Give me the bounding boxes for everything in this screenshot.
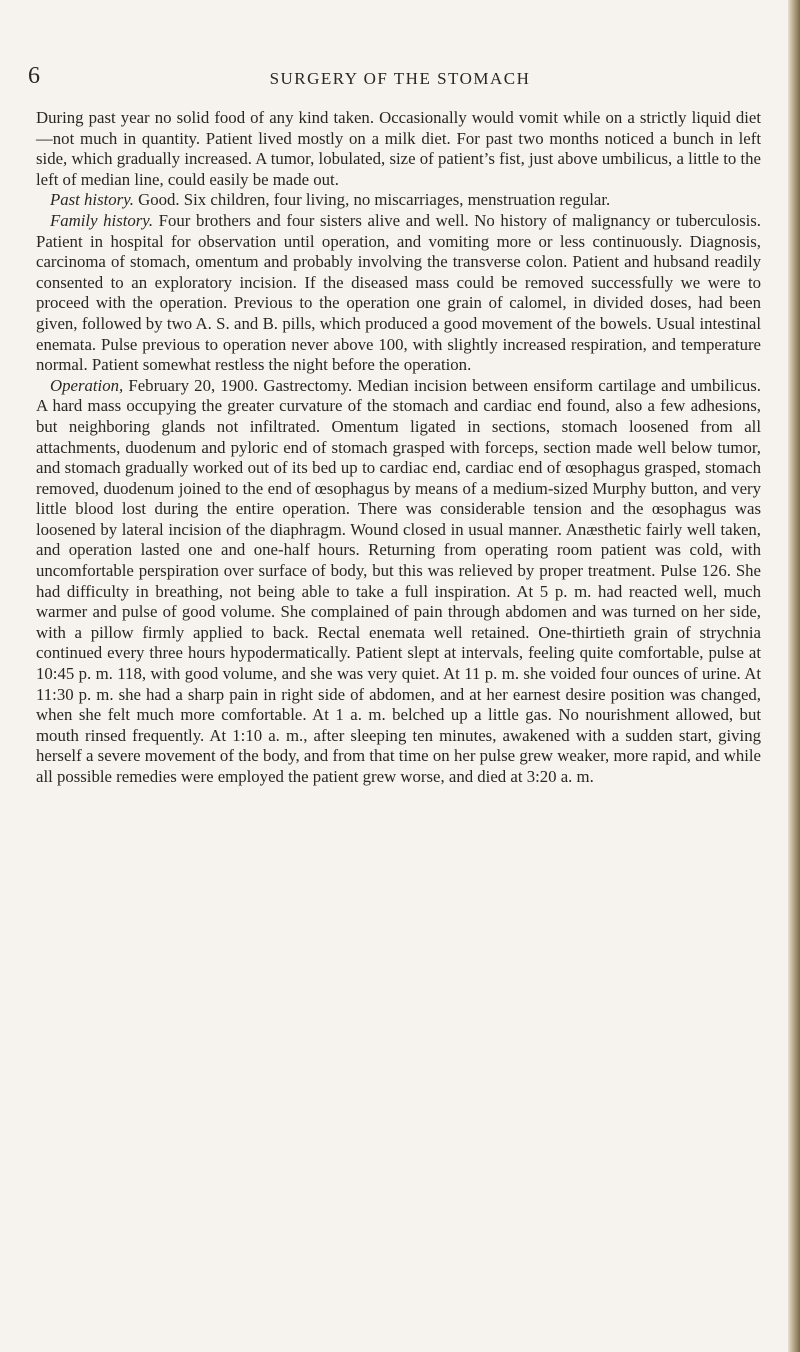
paragraph-symptoms <box>36 108 761 190</box>
page-number: 6 <box>28 63 40 89</box>
page-edge-shadow <box>788 0 800 1352</box>
body-text <box>36 108 761 788</box>
paragraph-operation <box>36 376 761 788</box>
paragraph-lead: Past history. <box>50 190 134 210</box>
paragraph-text: During past year no solid food of any kind taken. Occasionally would vomit while on a strictly liquid diet—not much in quantity. Patient lived mostly on a milk diet. For past two months noticed a bunch in left side, which gradually increased. A tumor, lobulated, size of patient’s fist, just above umbilicus, a little to the left of median line, could easily be made out. <box>36 108 761 189</box>
running-head: SURGERY OF THE STOMACH <box>269 69 531 88</box>
paragraph-text: Four brothers and four sisters alive and well. No history of malignancy or tuberculosis. Patient in hospital for observation until operation, and vomiting more or less continuously. Diagnosis, carcinoma of stomach, omentum and probably involving the transverse colon. Patient and hubsand readily consented to an exploratory incision. If the diseased mass could be removed successfully we were to proceed with the operation. Previous to the operation one grain of calomel, in divided doses, had been given, followed by two A. S. and B. pills, which produced a good movement of the bowels. Usual intestinal enemata. Pulse previous to operation never above 100, with slightly increased respiration, and temperature normal. Patient somewhat restless the night before the operation. <box>36 210 761 375</box>
paragraph-lead: Operation, <box>50 375 124 395</box>
paragraph-text: February 20, 1900. Gastrectomy. Median incision between ensiform cartilage and umbilicus. A hard mass occupying the greater curvature of the stomach and cardiac end found, also a few adhesions, but neighboring glands not infiltrated. Omentum ligated in sections, stomach loosened from all attachments, duodenum and pyloric end of stomach grasped with forceps, section made well below tumor, and stomach gradually worked out of its bed up to cardiac end, cardiac end of œsophagus grasped, stomach removed, duodenum joined to the end of œsophagus by means of a medium-sized Murphy button, and very little blood lost during the entire operation. There was considerable tension and the œsophagus was loosened by lateral incision of the diaphragm. Wound closed in usual manner. Anæsthetic fairly well taken, and operation lasted one and one-half hours. Returning from operating room patient was cold, with uncomfortable perspiration over surface of body, but this was relieved by proper treatment. Pulse 126. She had difficulty in breathing, not being able to take a full inspiration. At 5 p. m. had reacted well, much warmer and pulse of good volume. She complained of pain through abdomen and was turned on her side, with a pillow firmly applied to back. Rectal enemata well retained. One-thirtieth grain of strychnia continued every three hours hypodermatically. Patient slept at intervals, feeling quite comfortable, pulse at 10:45 p. m. 118, with good volume, and she was very quiet. At 11 p. m. she voided four ounces of urine. At 11:30 p. m. she had a sharp pain in right side of abdomen, and at her earnest desire position was changed, when she felt much more comfortable. At 1 a. m. belched up a little gas. No nourishment allowed, but mouth rinsed frequently. At 1:10 a. m., after sleeping ten minutes, awakened with a sudden start, giving herself a severe movement of the body, and from that time on her pulse grew weaker, more rapid, and while all possible remedies were employed the patient grew worse, and died at 3:20 a. m. <box>36 375 761 786</box>
paragraph-lead: Family history. <box>50 210 154 230</box>
paragraph-text: Good. Six children, four living, no miscarriages, menstruation regular. <box>133 190 611 210</box>
paragraph-past-history <box>36 190 761 211</box>
paragraph-family-history <box>36 211 761 376</box>
